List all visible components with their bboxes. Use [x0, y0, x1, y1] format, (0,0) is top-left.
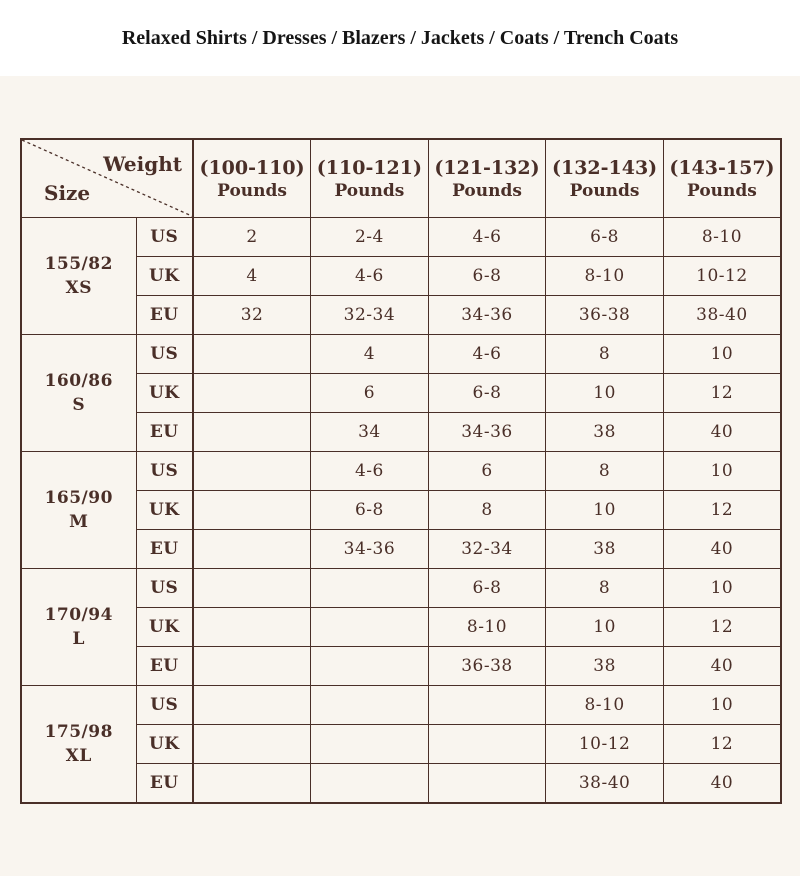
weight-unit: Pounds	[569, 180, 640, 201]
size-value-cell: 4-6	[428, 335, 546, 374]
weight-range: (110-121)	[316, 156, 422, 179]
size-value-cell: 12	[663, 725, 781, 764]
size-value-cell: 10	[546, 374, 664, 413]
weight-label: Weight	[103, 152, 182, 176]
size-value-cell: 6-8	[546, 218, 664, 257]
size-value-cell: 6-8	[311, 491, 429, 530]
size-group-cell	[21, 452, 136, 569]
size-value-cell: 12	[663, 491, 781, 530]
size-value-cell: 40	[663, 764, 781, 804]
column-header	[193, 139, 311, 218]
size-value-cell	[193, 491, 311, 530]
region-system-cell: UK	[136, 491, 193, 530]
size-value-cell	[311, 764, 429, 804]
size-value-cell: 34-36	[428, 413, 546, 452]
weight-range: (143-157)	[669, 156, 775, 179]
size-value-cell: 40	[663, 530, 781, 569]
size-value-cell: 6	[311, 374, 429, 413]
size-value-cell: 10-12	[546, 725, 664, 764]
size-value-cell: 2-4	[311, 218, 429, 257]
weight-unit: Pounds	[452, 180, 522, 201]
size-value-cell	[193, 413, 311, 452]
size-value-cell: 8	[546, 569, 664, 608]
size-value-cell: 34-36	[428, 296, 546, 335]
weight-range: (121-132)	[434, 156, 540, 179]
size-value-cell	[193, 530, 311, 569]
size-value-cell: 8	[546, 335, 664, 374]
size-value-cell: 8-10	[428, 608, 546, 647]
size-value-cell: 10	[546, 491, 664, 530]
size-value-cell: 32-34	[428, 530, 546, 569]
size-value-cell: 38-40	[546, 764, 664, 804]
size-value-cell: 10	[663, 335, 781, 374]
size-value-cell: 6-8	[428, 257, 546, 296]
size-value-cell: 10	[663, 452, 781, 491]
size-group-cell	[21, 335, 136, 452]
title-bar	[0, 0, 800, 76]
size-value-cell: 40	[663, 647, 781, 686]
size-letter: XS	[65, 278, 92, 298]
size-letter: L	[72, 629, 85, 649]
size-value-cell: 8-10	[663, 218, 781, 257]
size-value-cell	[193, 335, 311, 374]
size-group-cell	[21, 569, 136, 686]
region-system-cell: EU	[136, 296, 193, 335]
size-value-cell	[428, 725, 546, 764]
size-measurement: 170/94	[44, 605, 113, 625]
size-value-cell	[193, 608, 311, 647]
table-row	[21, 452, 781, 491]
size-value-cell: 4	[193, 257, 311, 296]
size-value-cell: 6-8	[428, 569, 546, 608]
table-row	[21, 218, 781, 257]
size-value-cell: 4-6	[311, 257, 429, 296]
corner-header-cell	[21, 139, 193, 218]
size-value-cell	[311, 608, 429, 647]
size-value-cell	[193, 725, 311, 764]
size-value-cell	[428, 686, 546, 725]
size-value-cell: 40	[663, 413, 781, 452]
page-title: Relaxed Shirts / Dresses / Blazers / Jackets / Coats / Trench Coats	[121, 26, 679, 49]
size-value-cell	[193, 569, 311, 608]
weight-range: (132-143)	[551, 156, 658, 179]
region-system-cell: UK	[136, 257, 193, 296]
region-system-cell: EU	[136, 530, 193, 569]
region-system-cell: UK	[136, 725, 193, 764]
table-row	[21, 335, 781, 374]
size-value-cell: 10	[546, 608, 664, 647]
size-value-cell	[193, 764, 311, 804]
size-measurement: 165/90	[44, 488, 113, 508]
size-value-cell: 32-34	[311, 296, 429, 335]
region-system-cell: US	[136, 452, 193, 491]
size-value-cell: 10-12	[663, 257, 781, 296]
weight-range: (100-110)	[199, 156, 305, 179]
weight-unit: Pounds	[334, 180, 405, 201]
size-measurement: 175/98	[44, 722, 113, 742]
column-header	[311, 139, 429, 218]
size-chart-table	[20, 138, 782, 804]
size-letter: XL	[65, 746, 92, 766]
region-system-cell: US	[136, 569, 193, 608]
region-system-cell: UK	[136, 374, 193, 413]
weight-unit: Pounds	[687, 180, 757, 201]
region-system-cell: EU	[136, 413, 193, 452]
column-header	[428, 139, 546, 218]
size-value-cell: 8	[428, 491, 546, 530]
size-value-cell: 38	[546, 413, 664, 452]
size-value-cell: 34	[311, 413, 429, 452]
header-row	[21, 139, 781, 218]
size-value-cell: 8-10	[546, 686, 664, 725]
size-measurement: 160/86	[44, 371, 113, 391]
size-group-cell	[21, 686, 136, 804]
column-header	[546, 139, 664, 218]
size-value-cell: 8	[546, 452, 664, 491]
region-system-cell: UK	[136, 608, 193, 647]
size-value-cell: 10	[663, 569, 781, 608]
size-value-cell: 12	[663, 608, 781, 647]
region-system-cell: EU	[136, 647, 193, 686]
size-value-cell	[193, 452, 311, 491]
size-value-cell	[193, 374, 311, 413]
size-value-cell	[428, 764, 546, 804]
column-header	[663, 139, 781, 218]
size-value-cell: 6-8	[428, 374, 546, 413]
size-value-cell: 36-38	[546, 296, 664, 335]
size-value-cell: 4-6	[311, 452, 429, 491]
size-value-cell: 32	[193, 296, 311, 335]
size-value-cell: 6	[428, 452, 546, 491]
size-value-cell: 12	[663, 374, 781, 413]
size-letter: S	[72, 395, 86, 415]
size-letter: M	[69, 512, 89, 532]
region-system-cell: EU	[136, 764, 193, 804]
size-measurement: 155/82	[44, 254, 113, 274]
size-value-cell	[311, 686, 429, 725]
size-value-cell: 4-6	[428, 218, 546, 257]
region-system-cell: US	[136, 335, 193, 374]
region-system-cell: US	[136, 686, 193, 725]
size-value-cell: 38	[546, 647, 664, 686]
size-value-cell: 4	[311, 335, 429, 374]
table-row	[21, 569, 781, 608]
size-value-cell	[193, 647, 311, 686]
size-value-cell: 8-10	[546, 257, 664, 296]
weight-unit: Pounds	[217, 180, 287, 201]
size-value-cell	[311, 569, 429, 608]
region-system-cell: US	[136, 218, 193, 257]
table-row	[21, 686, 781, 725]
size-group-cell	[21, 218, 136, 335]
size-value-cell: 2	[193, 218, 311, 257]
size-value-cell: 10	[663, 686, 781, 725]
size-value-cell	[311, 725, 429, 764]
size-value-cell: 36-38	[428, 647, 546, 686]
size-chart-body	[21, 218, 781, 804]
size-value-cell: 38-40	[663, 296, 781, 335]
size-value-cell: 34-36	[311, 530, 429, 569]
size-value-cell: 38	[546, 530, 664, 569]
size-value-cell	[193, 686, 311, 725]
size-value-cell	[311, 647, 429, 686]
size-label: Size	[44, 181, 91, 205]
